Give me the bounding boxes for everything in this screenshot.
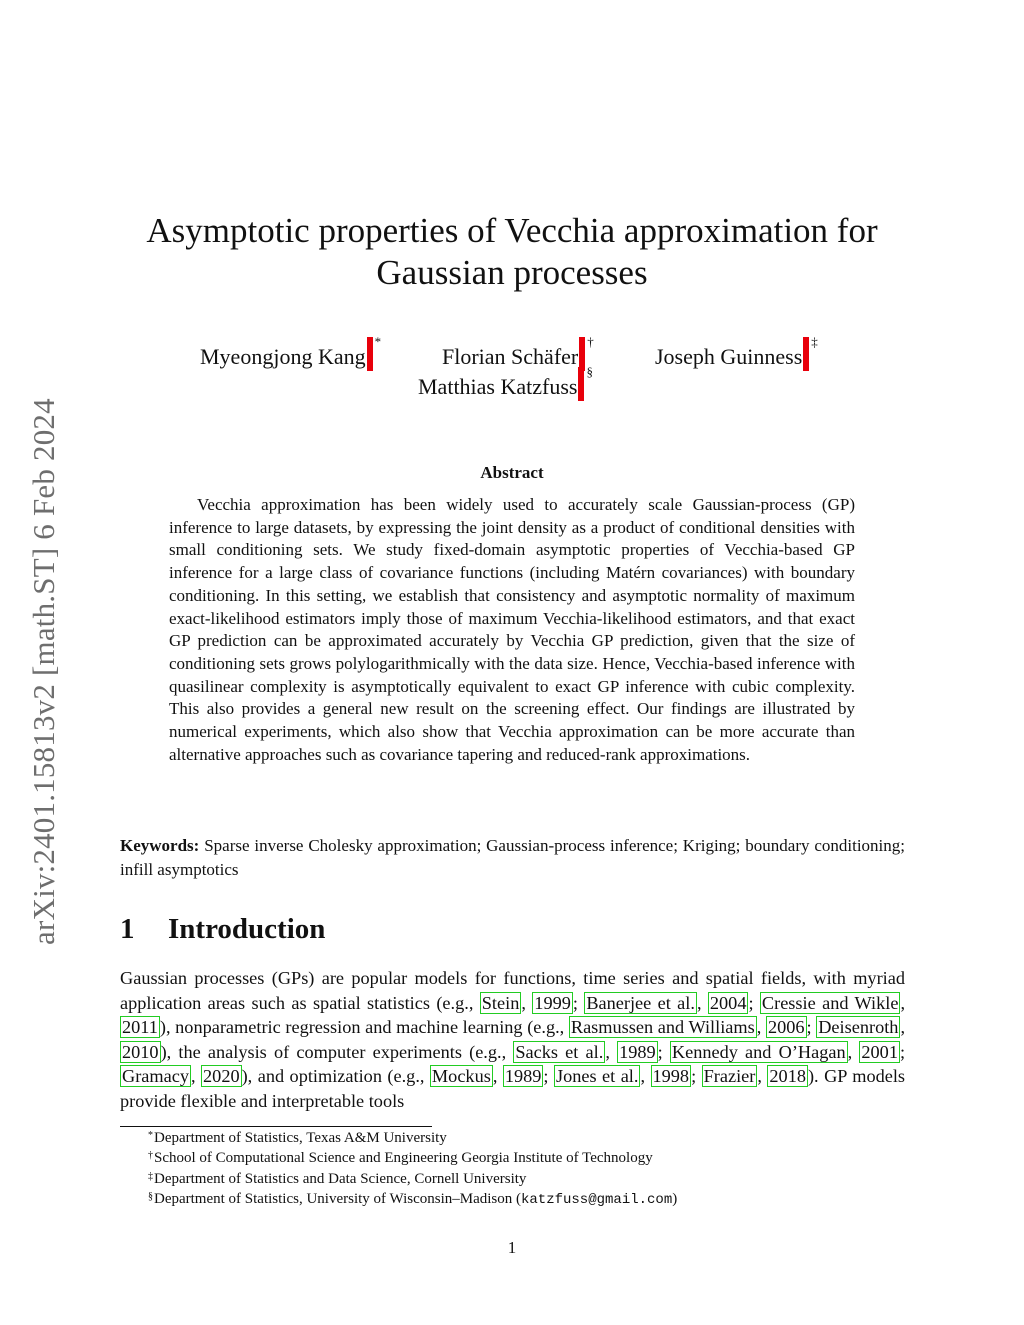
author-name: Myeongjong Kang <box>200 344 366 369</box>
author-footnote-mark[interactable]: § <box>586 364 593 379</box>
footnote-mark: § <box>148 1190 153 1202</box>
author-kang <box>200 334 382 371</box>
title-line-2: Gaussian processes <box>376 253 648 292</box>
title-line-1: Asymptotic properties of Vecchia approximation for <box>146 211 878 250</box>
intro-text: ), nonparametric regression and machine learning (e.g., <box>159 1017 569 1038</box>
keywords-text: Sparse inverse Cholesky approximation; Gaussian-process inference; Kriging; boundary conditioning; infill asymptotics <box>120 836 906 879</box>
section-heading-introduction <box>120 913 325 946</box>
footnote-mark: * <box>148 1130 153 1141</box>
citation-year-link[interactable]: 1989 <box>619 1041 656 1062</box>
footnote-text: Department of Statistics and Data Science, Cornell University <box>154 1170 527 1187</box>
citation-link[interactable]: Sacks et al. <box>515 1041 604 1062</box>
introduction-paragraph: Gaussian processes (GPs) are popular models for functions, time series and spatial fields, with myriad application areas such as spatial statistics (e.g., Stein , 1999 ; Banerjee et al. , 2004 ; Cressie and Wikle , 2011 ), nonparametric regression and machine learning (e.g., Rasmussen and Williams , 2006 ; Deisenroth , 2010 ), the analysis of computer experiments (e.g., Sacks et al. , 1989 ; Kennedy and O’Hagan , 2001 ; Gramacy , 2020 ), and optimization (e.g., Mockus , 1989 ; Jones et al. , 1998 ; Frazier , 2018 ). GP models provide flexible and interpretable tools <box>120 968 906 1111</box>
citation-year-link[interactable]: 2001 <box>861 1041 898 1062</box>
citation-year-link[interactable]: 1999 <box>534 992 571 1013</box>
intro-text: ), the analysis of computer experiments (e.g., <box>160 1041 514 1062</box>
footnote-item <box>148 1169 908 1189</box>
author-schafer <box>442 334 594 371</box>
footnotes <box>148 1128 908 1210</box>
citation-link[interactable]: Banerjee et al. <box>586 992 695 1013</box>
citation-link[interactable]: Mockus <box>431 1066 491 1087</box>
footnote-text: Department of Statistics, University of Wisconsin–Madison ( <box>154 1190 521 1207</box>
intro-text: Gaussian processes (GPs) are popular models for functions, time series and spatial fields, with myriad application areas such as spatial statistics (e.g., <box>120 968 905 1013</box>
footnote-mark: † <box>148 1150 153 1162</box>
author-name: Florian Schäfer <box>442 344 579 369</box>
citation-link[interactable]: Rasmussen and Williams <box>570 1017 755 1038</box>
intro-text: ), and optimization (e.g., <box>241 1066 430 1087</box>
footnote-link-marker[interactable] <box>803 337 809 371</box>
footnote-item <box>148 1128 908 1148</box>
arxiv-identifier-stamp: arXiv:2401.15813v2 [math.ST] 6 Feb 2024 <box>26 398 61 945</box>
author-name: Matthias Katzfuss <box>418 374 578 399</box>
author-footnote-mark[interactable]: ‡ <box>811 334 818 349</box>
author-katzfuss <box>418 364 593 401</box>
author-guinness <box>655 334 818 371</box>
footnote-text: Department of Statistics, Texas A&M University <box>154 1130 447 1146</box>
paper-title <box>100 210 924 294</box>
email-link[interactable]: katzfuss@gmail.com <box>521 1191 673 1208</box>
citation-year-link[interactable]: 2020 <box>203 1066 240 1087</box>
citation-year-link[interactable]: 2004 <box>709 992 747 1013</box>
footnote-mark: ‡ <box>148 1170 153 1182</box>
keywords-label: Keywords: <box>120 836 200 855</box>
citation-year-link[interactable]: 2018 <box>769 1066 806 1087</box>
section-number: 1 <box>120 913 135 945</box>
footnote-link-marker[interactable] <box>578 367 584 401</box>
footnote-separator <box>120 1126 432 1127</box>
citation-link[interactable]: Jones et al. <box>555 1066 639 1087</box>
footnote-text: ) <box>672 1190 678 1207</box>
abstract-heading: Abstract <box>480 463 544 482</box>
intro-text: ). GP models provide flexible and interpretable tools <box>120 1066 906 1111</box>
citation-link[interactable]: Kennedy and O’Hagan <box>671 1041 846 1062</box>
footnote-link-marker[interactable] <box>579 337 585 371</box>
citation-year-link[interactable]: 1989 <box>504 1066 542 1087</box>
citation-year-link[interactable]: 1998 <box>652 1066 690 1087</box>
footnote-item <box>148 1148 908 1168</box>
citation-link[interactable]: Gramacy <box>122 1066 189 1087</box>
citation-link[interactable]: Cressie and Wikle <box>761 992 899 1013</box>
author-name: Joseph Guinness <box>655 344 803 369</box>
citation-link[interactable]: Deisenroth <box>818 1017 899 1038</box>
citation-year-link[interactable]: 2010 <box>122 1041 159 1062</box>
citation-year-link[interactable]: 2011 <box>122 1017 158 1038</box>
citation-year-link[interactable]: 2006 <box>767 1017 805 1038</box>
abstract-body: Vecchia approximation has been widely used to accurately scale Gaussian-process (GP) inference to large datasets, by expressing the joint density as a product of conditional densities with small conditioning sets. We study fixed-domain asymptotic properties of Vecchia-based GP inference for a large class of covariance functions (including Matérn covariances) with boundary conditioning. In this setting, we establish that consistency and asymptotic normality of maximum exact-likelihood estimators imply those of maximum Vecchia-likelihood estimators, and that exact GP prediction can be approximated accurately by Vecchia GP prediction, given that the size of conditioning sets grows polylogarithmically with the data size. Hence, Vecchia-based inference with quasilinear complexity is asymptotically equivalent to exact GP inference with cubic complexity. This also provides a general new result on the screening effect. Our findings are illustrated by numerical experiments, which also show that Vecchia approximation can be more accurate than alternative approaches such as covariance tapering and reduced-rank approximations. <box>169 495 855 764</box>
author-footnote-mark[interactable]: * <box>374 334 382 349</box>
footnote-text: School of Computational Science and Engineering Georgia Institute of Technology <box>154 1150 653 1167</box>
footnote-item <box>148 1189 908 1210</box>
footnote-link-marker[interactable] <box>367 337 373 371</box>
page-number: 1 <box>507 1238 517 1257</box>
section-title: Introduction <box>168 913 326 945</box>
citation-link[interactable]: Frazier <box>703 1066 756 1087</box>
author-footnote-mark[interactable]: † <box>587 334 594 349</box>
citation-link[interactable]: Stein <box>481 992 520 1013</box>
keywords-paragraph <box>120 834 905 881</box>
